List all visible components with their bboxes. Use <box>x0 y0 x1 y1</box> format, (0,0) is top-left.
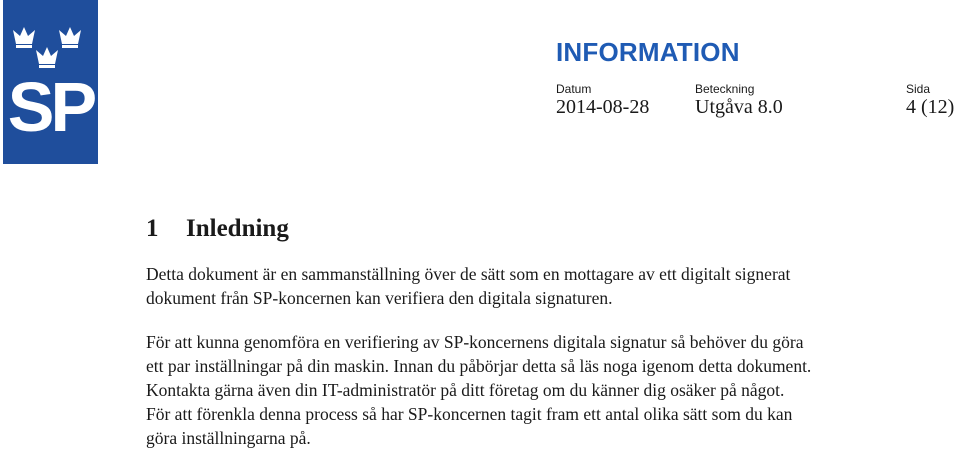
datum-value: 2014-08-28 <box>556 96 650 118</box>
sida-label: Sida <box>906 82 931 96</box>
beteckning-label: Beteckning <box>695 82 755 96</box>
instructions-paragraph <box>146 330 946 450</box>
logo-text: SP <box>7 68 94 146</box>
paragraph-line: Detta dokument är en sammanställning över de sätt som en mottagare av ett digitalt signerat <box>146 264 791 284</box>
section-title: Inledning <box>186 215 289 242</box>
paragraph-line: Kontakta gärna även din IT-administratör på ditt företag om du känner dig osäker på något. <box>146 380 785 400</box>
paragraph-line: För att förenkla denna process så har SP-koncernen tagit fram ett antal olika sätt som du kan <box>146 404 793 424</box>
section-heading <box>146 215 289 243</box>
paragraph-line: göra inställningarna på. <box>146 428 311 448</box>
intro-paragraph <box>146 262 946 310</box>
beteckning-value: Utgåva 8.0 <box>695 96 783 118</box>
paragraph-line: dokument från SP-koncernen kan verifiera den digitala signaturen. <box>146 288 613 308</box>
sida-value: 4 (12) <box>906 96 955 118</box>
datum-label: Datum <box>556 82 592 96</box>
document-type-title: INFORMATION <box>556 37 740 67</box>
paragraph-line: För att kunna genomföra en verifiering av SP-koncernens digitala signatur så behöver du göra <box>146 332 804 352</box>
section-number: 1 <box>146 215 159 242</box>
sp-logo <box>3 0 98 164</box>
paragraph-line: ett par inställningar på din maskin. Innan du påbörjar detta så läs noga igenom detta dokument. <box>146 356 812 376</box>
